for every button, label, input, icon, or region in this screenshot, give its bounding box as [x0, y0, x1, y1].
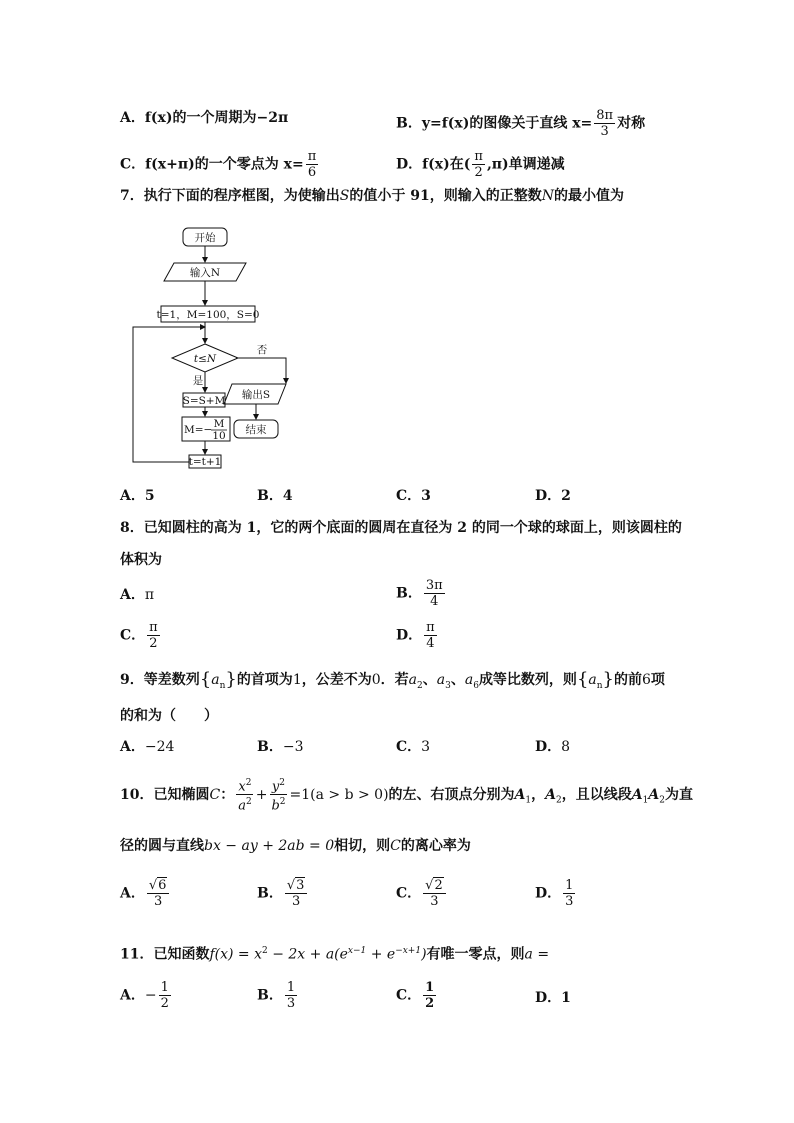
option-text: π	[144, 587, 155, 603]
fraction-numerator: √2	[423, 878, 446, 894]
option-label: C．	[396, 488, 422, 504]
fraction-numerator: π	[474, 149, 483, 164]
option-label: B．	[396, 585, 422, 602]
fraction-numerator: √3	[285, 878, 308, 894]
fraction-numerator: 8π	[596, 108, 614, 123]
option-label: A．	[120, 488, 145, 504]
stem-text: 的左、右顶点分别为	[388, 786, 515, 803]
fraction	[423, 878, 446, 909]
stem-text: 为直	[664, 786, 693, 803]
option-label: D．	[396, 156, 423, 173]
variable: a	[436, 672, 446, 688]
option-text: f(x)的一个周期为−2π	[144, 110, 289, 126]
fraction-denominator: $b^2$	[271, 797, 286, 814]
q8-option-c[interactable]	[120, 620, 162, 651]
fraction	[424, 578, 445, 609]
q9-stem-line2: 的和为（ ）	[120, 708, 218, 724]
flow-step3-label: t=t+1	[188, 456, 222, 468]
q6-option-d[interactable]	[396, 149, 565, 180]
q7-option-c[interactable]	[396, 486, 431, 506]
fraction	[236, 776, 254, 814]
q9-option-c[interactable]	[396, 737, 430, 757]
fraction	[147, 620, 160, 651]
flow-step2-denominator: 10	[212, 430, 226, 442]
subscript: n	[596, 680, 603, 691]
fraction-denominator: $a^2$	[238, 797, 252, 814]
stem-text: 7．执行下面的程序框图，为使输出	[120, 188, 340, 204]
flow-end-label: 结束	[245, 424, 267, 436]
q10-option-a[interactable]	[120, 878, 171, 909]
q9-stem-line1: 9．等差数列$\{a_n\}$的首项为1，公差不为0．若$a_2$、$a_3$、$a_6$成等比数列，则$\{a_n\}$的前6项	[120, 669, 665, 691]
option-text-tail: 对称	[617, 115, 646, 132]
function-text: − 2x + a(e	[267, 946, 348, 963]
stem-text: ，且以线段	[561, 786, 632, 803]
fraction-denominator: 3	[565, 894, 574, 909]
option-label: D．	[535, 990, 562, 1006]
separator: 、	[422, 672, 437, 688]
fraction-denominator: 4	[426, 636, 435, 651]
q9-option-a[interactable]	[120, 737, 174, 757]
q10-stem-line1	[120, 776, 693, 819]
option-label: C．	[396, 739, 422, 755]
fraction-numerator: 3π	[425, 578, 443, 593]
stem-text: 的离心率为	[400, 838, 471, 854]
flow-start-label: 开始	[194, 232, 216, 244]
q8-stem-line2: 体积为	[120, 552, 162, 568]
variable: A	[545, 786, 557, 803]
option-text-tail: ,π)单调递减	[486, 156, 565, 173]
option-text: 3	[421, 739, 431, 755]
subscript: n	[219, 680, 226, 691]
fraction	[159, 980, 171, 1011]
exponent: x−1	[347, 946, 367, 956]
option-label: B．	[257, 488, 283, 504]
stem-text: ：	[220, 786, 235, 803]
fraction-denominator: 2	[149, 636, 158, 651]
fraction-numerator: $x^2$	[238, 778, 252, 795]
stem-text: 的首项为	[236, 672, 293, 688]
variable: S	[339, 188, 350, 204]
fraction	[424, 620, 437, 651]
fraction-denominator: 2	[160, 996, 169, 1011]
fraction-numerator: $y^2$	[271, 778, 286, 795]
flow-step1-label: S=S+M	[182, 395, 226, 407]
fraction-numerator: √6	[147, 878, 170, 894]
q6-option-b[interactable]	[396, 108, 645, 139]
fraction-denominator: 2	[425, 996, 435, 1011]
q10-option-d[interactable]	[535, 878, 577, 909]
number: 0	[371, 672, 381, 688]
subscript: 1	[525, 795, 532, 806]
fraction	[306, 149, 319, 180]
exponent: −x+1	[395, 946, 422, 956]
option-text: −3	[282, 739, 304, 755]
variable: a =	[524, 946, 550, 963]
variable: C	[209, 786, 221, 803]
option-text: 4	[282, 488, 293, 504]
fraction	[147, 878, 170, 909]
option-label: A．	[120, 587, 145, 603]
q11-option-b[interactable]	[257, 980, 299, 1011]
fraction-denominator: 2	[474, 165, 483, 180]
stem-text: 相切，则	[334, 838, 391, 854]
fraction-numerator: 1	[425, 980, 435, 995]
variable: a	[588, 672, 597, 688]
subscript: 2	[417, 680, 423, 691]
q10-option-b[interactable]	[257, 878, 309, 909]
operator: +	[255, 786, 268, 803]
q10-stem-line2	[120, 836, 471, 856]
subscript: 2	[556, 795, 562, 806]
fraction-denominator: 6	[307, 165, 317, 180]
variable: A	[648, 786, 660, 803]
option-text: 3	[421, 488, 431, 504]
equation-text: bx − ay + 2ab = 0	[204, 838, 335, 854]
fraction-numerator: π	[307, 149, 317, 164]
option-text: −24	[144, 739, 175, 755]
fraction-denominator: 4	[430, 594, 439, 609]
option-label: D．	[535, 885, 562, 902]
function-text: + e	[366, 946, 396, 963]
fraction	[285, 878, 308, 909]
fraction	[594, 108, 615, 139]
option-label: B．	[396, 115, 422, 132]
fraction	[285, 980, 297, 1011]
variable: A	[631, 786, 643, 803]
q7-option-a[interactable]	[120, 486, 155, 506]
subscript: 3	[445, 680, 451, 691]
variable: A	[514, 786, 526, 803]
q8-option-d[interactable]	[396, 620, 439, 651]
stem-text: 项	[650, 672, 665, 688]
option-label: D．	[535, 739, 562, 755]
q6-option-c[interactable]	[120, 149, 320, 180]
program-flowchart	[120, 222, 290, 472]
fraction-denominator: 3	[286, 996, 296, 1011]
flow-yes-label: 是	[192, 375, 204, 387]
option-label: A．	[120, 987, 145, 1004]
flow-condition-label: t≤N	[193, 353, 217, 365]
variable: a	[408, 672, 418, 688]
variable: C	[390, 838, 401, 854]
subscript: 2	[659, 795, 665, 806]
separator: 、	[450, 672, 465, 688]
flow-init-label: t=1，M=100，S=0	[156, 309, 260, 321]
option-label: B．	[257, 987, 283, 1004]
q6-option-a[interactable]	[120, 108, 288, 128]
equation-text: =1(a > b > 0)	[289, 786, 389, 803]
flow-input-label: 输入N	[189, 267, 221, 279]
function-text: )	[421, 946, 427, 963]
q7-option-b[interactable]	[257, 486, 293, 506]
fraction-numerator: π	[426, 620, 435, 635]
stem-text: ．若	[380, 672, 409, 688]
option-label: C．	[120, 156, 146, 173]
option-label: B．	[257, 885, 283, 902]
stem-text: 径的圆与直线	[120, 838, 204, 854]
fraction-numerator: 1	[565, 878, 574, 893]
q11-option-a[interactable]	[120, 980, 173, 1011]
fraction	[269, 776, 287, 814]
option-text: y=f(x)的图像关于直线 x=	[421, 115, 593, 132]
fraction-denominator: 3	[291, 894, 301, 909]
variable: N	[541, 188, 554, 204]
fraction	[423, 980, 436, 1011]
q11-option-c[interactable]	[396, 980, 438, 1011]
q8-stem-line1: 8．已知圆柱的高为 1，它的两个底面的圆周在直径为 2 的同一个球的球面上，则该圆柱的	[120, 520, 682, 536]
flow-step2-numerator: M	[213, 418, 225, 430]
option-label: A．	[120, 110, 145, 126]
function-text: f(x) = x	[209, 946, 263, 963]
option-text: 2	[561, 488, 571, 504]
stem-text: 10．已知椭圆	[120, 786, 210, 803]
option-label: C．	[396, 987, 422, 1004]
option-label: D．	[535, 488, 562, 504]
flow-output-label: 输出S	[241, 389, 271, 401]
option-text: f(x+π)的一个零点为 x=	[145, 156, 304, 173]
option-text: f(x)在(	[422, 156, 471, 173]
option-label: C．	[396, 885, 422, 902]
option-text: 5	[144, 488, 155, 504]
fraction	[472, 149, 485, 180]
fraction-denominator: 3	[600, 124, 609, 139]
sign: −	[144, 987, 157, 1004]
option-label: B．	[257, 739, 283, 755]
subscript: 6	[473, 680, 479, 691]
fraction	[563, 878, 575, 909]
q9-option-d[interactable]	[535, 737, 570, 757]
stem-text: 的值小于 91，则输入的正整数	[349, 188, 542, 204]
option-label: C．	[120, 627, 146, 644]
flow-step2-lhs: M=−	[184, 424, 213, 436]
variable: a	[211, 672, 220, 688]
stem-text: ，公差不为	[301, 672, 372, 688]
fraction-numerator: 1	[286, 980, 296, 995]
subscript: 1	[642, 795, 649, 806]
option-label: A．	[120, 739, 145, 755]
number: 6	[642, 672, 651, 688]
number: 1	[292, 672, 302, 688]
fraction-numerator: 1	[160, 980, 169, 995]
q8-option-a[interactable]	[120, 585, 154, 605]
q8-option-b[interactable]	[396, 578, 447, 609]
stem-text: 11．已知函数	[120, 946, 210, 963]
fraction-denominator: 3	[430, 894, 439, 909]
variable: a	[464, 672, 474, 688]
option-text: 8	[561, 739, 571, 755]
fraction-numerator: π	[149, 620, 158, 635]
option-label: A．	[120, 885, 145, 902]
stem-text: 的前	[614, 672, 642, 688]
option-label: D．	[396, 627, 423, 644]
q10-option-c[interactable]	[396, 878, 448, 909]
stem-text: 成等比数列，则	[478, 672, 577, 688]
q9-option-b[interactable]	[257, 737, 303, 757]
flow-no-label: 否	[256, 344, 268, 356]
separator: ，	[531, 786, 546, 803]
stem-text: 的最小值为	[553, 188, 624, 204]
q7-stem	[120, 186, 624, 206]
q7-option-d[interactable]	[535, 486, 571, 506]
stem-text: 有唯一零点，则	[426, 946, 525, 963]
option-text: 1	[561, 990, 571, 1006]
q11-stem: 11．已知函数$f(x) = x^2 - 2x + a(e^{x-1} + e^{-x+1})$有唯一零点，则a =	[120, 946, 550, 963]
q11-option-d[interactable]	[535, 988, 571, 1008]
stem-text: 9．等差数列	[120, 672, 200, 688]
fraction-denominator: 3	[154, 894, 163, 909]
